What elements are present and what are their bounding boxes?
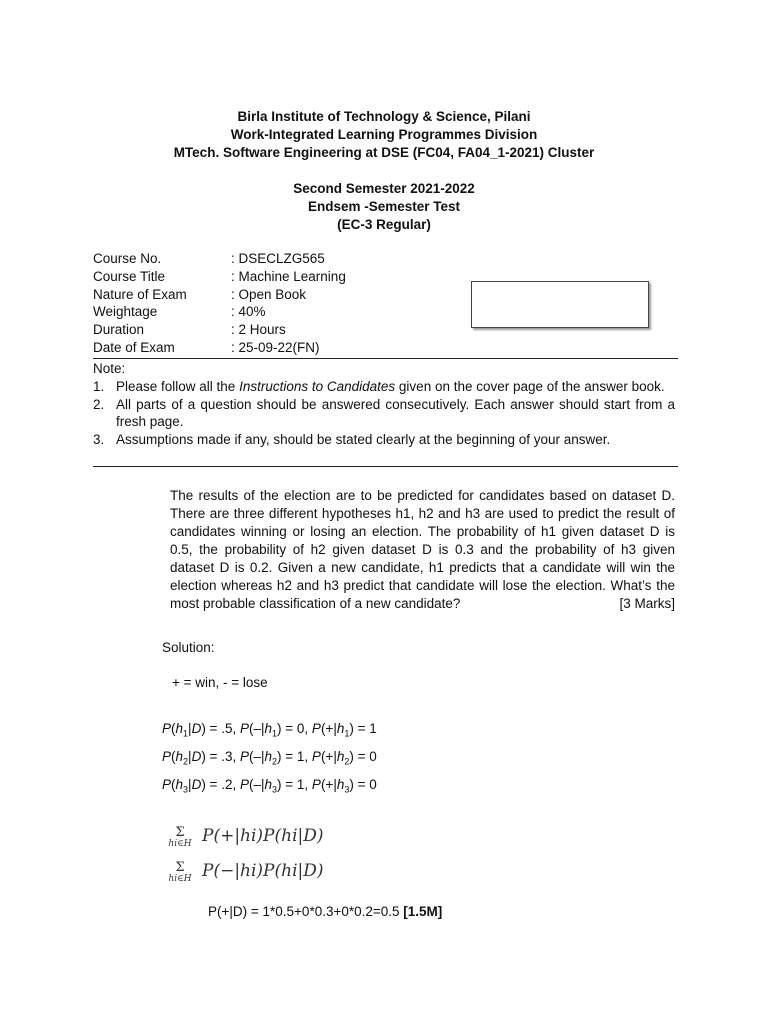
solution-title: Solution: [162,640,215,655]
formula-negative [162,861,462,896]
meta-key: Nature of Exam [93,286,187,302]
note-item [93,431,675,449]
solution-legend: + = win, - = lose [172,675,268,690]
subscript: 2 [183,756,189,767]
semester: Second Semester 2021-2022 [293,181,475,196]
division-name: Work-Integrated Learning Programmes Division [230,127,538,142]
subscript: 1 [272,728,278,739]
note-text: All parts of a question should be answered consecutively. Each answer should start from a fresh page. [116,396,675,430]
top-divider [93,358,678,359]
test-type: (EC-3 Regular) [337,217,431,232]
subscript: 3 [183,784,189,795]
meta-key: Course No. [93,251,162,266]
meta-key: Date of Exam [93,339,175,355]
subscript: 3 [272,784,278,795]
meta-key: Weightage [93,304,158,320]
subscript: 3 [344,784,350,795]
notes-title: Note: [93,361,126,376]
prob-line-h1: $P(h_1|D) = .5$, $P(-|h_1) = 0$, $P(+|h_1) = 1$ [162,721,377,739]
meta-key: Course Title [93,268,166,284]
subscript: 1 [183,728,189,739]
roll-number-box [471,281,649,328]
sum-symbol: Σ [175,825,185,840]
meta-value: : 25-09-22(FN) [231,339,320,355]
prob-value: ) = .2, [201,777,240,792]
subscript: 2 [344,756,350,767]
notes-section [93,360,675,449]
sum-symbol: Σ [175,860,185,875]
sum-subscript: hi∈H [168,839,192,849]
meta-value: : 40% [231,304,266,320]
formula-expression: P(+|hi)P(hi|D) [202,826,324,846]
note-text: Please follow all the [116,378,240,394]
program-name: MTech. Software Engineering at DSE (FC04, FA04_1-2021) Cluster [173,145,595,160]
prob-value: ) = .3, [201,749,240,764]
meta-key: Duration [93,322,145,338]
test-name: Endsem -Semester Test [307,199,461,214]
prob-value: ) = 0 [349,749,377,764]
note-item [93,396,675,432]
prob-line-h3: $P(h_3|D) = .2$, $P(-|h_3) = 1$, $P(+|h_3) = 0$ [162,777,377,795]
course-no-row [93,250,678,268]
summation-formulas [162,826,462,896]
question-body: The results of the election are to be predicted for candidates based on dataset D. There are three different hypotheses h1, h2 and h3 are used to predict the result of candidates winning or losing an election. The probability of h1 given dataset D is 0.5, the probability of h2 given dataset D is 0.3 and the probability of h3 given dataset D is 0.2. Given a new candidate, h1 predicts that a candidate will win the election whereas h2 and h3 predict that candidate will lose the election. What’s the most probable classification of a new candidate? [170,488,675,611]
question-marks: [3 Marks] [619,596,675,611]
meta-value: : Machine Learning [231,268,346,284]
note-number: 2. [93,396,105,412]
question-text [170,487,675,613]
prob-value: ) = 1, [277,749,312,764]
note-item [93,378,675,396]
note-text: given on the cover page of the answer book. [395,378,665,394]
date-row [93,339,678,357]
meta-value: : 2 Hours [231,322,286,338]
prob-value: ) = 1, [277,777,312,792]
meta-value: : DSECLZG565 [231,251,325,266]
subscript: 2 [272,756,278,767]
note-emphasis: Instructions to Candidates [239,378,396,394]
final-result [208,903,442,921]
institute-name: Birla Institute of Technology & Science, Pilani [237,109,531,124]
exam-header [0,108,768,234]
final-mark: [1.5M] [403,904,443,919]
bottom-divider [93,466,678,467]
note-number: 3. [93,432,105,448]
subscript: 1 [344,728,350,739]
note-text: Assumptions made if any, should be stated clearly at the beginning of your answer. [116,432,611,448]
formula-expression: P(−|hi)P(hi|D) [202,861,324,881]
formula-positive [162,826,462,861]
note-number: 1. [93,378,105,394]
prob-value: ) = .5, [201,721,240,736]
final-text: P(+|D) = 1*0.5+0*0.3+0*0.2=0.5 [208,904,404,919]
meta-value: : Open Book [231,286,307,302]
prob-line-h2: $P(h_2|D) = .3$, $P(-|h_2) = 1$, $P(+|h_2) = 0$ [162,749,377,767]
prob-value: ) = 1 [349,721,377,736]
prob-value: ) = 0 [349,777,377,792]
sum-subscript: hi∈H [168,874,192,884]
prob-value: ) = 0, [277,721,312,736]
